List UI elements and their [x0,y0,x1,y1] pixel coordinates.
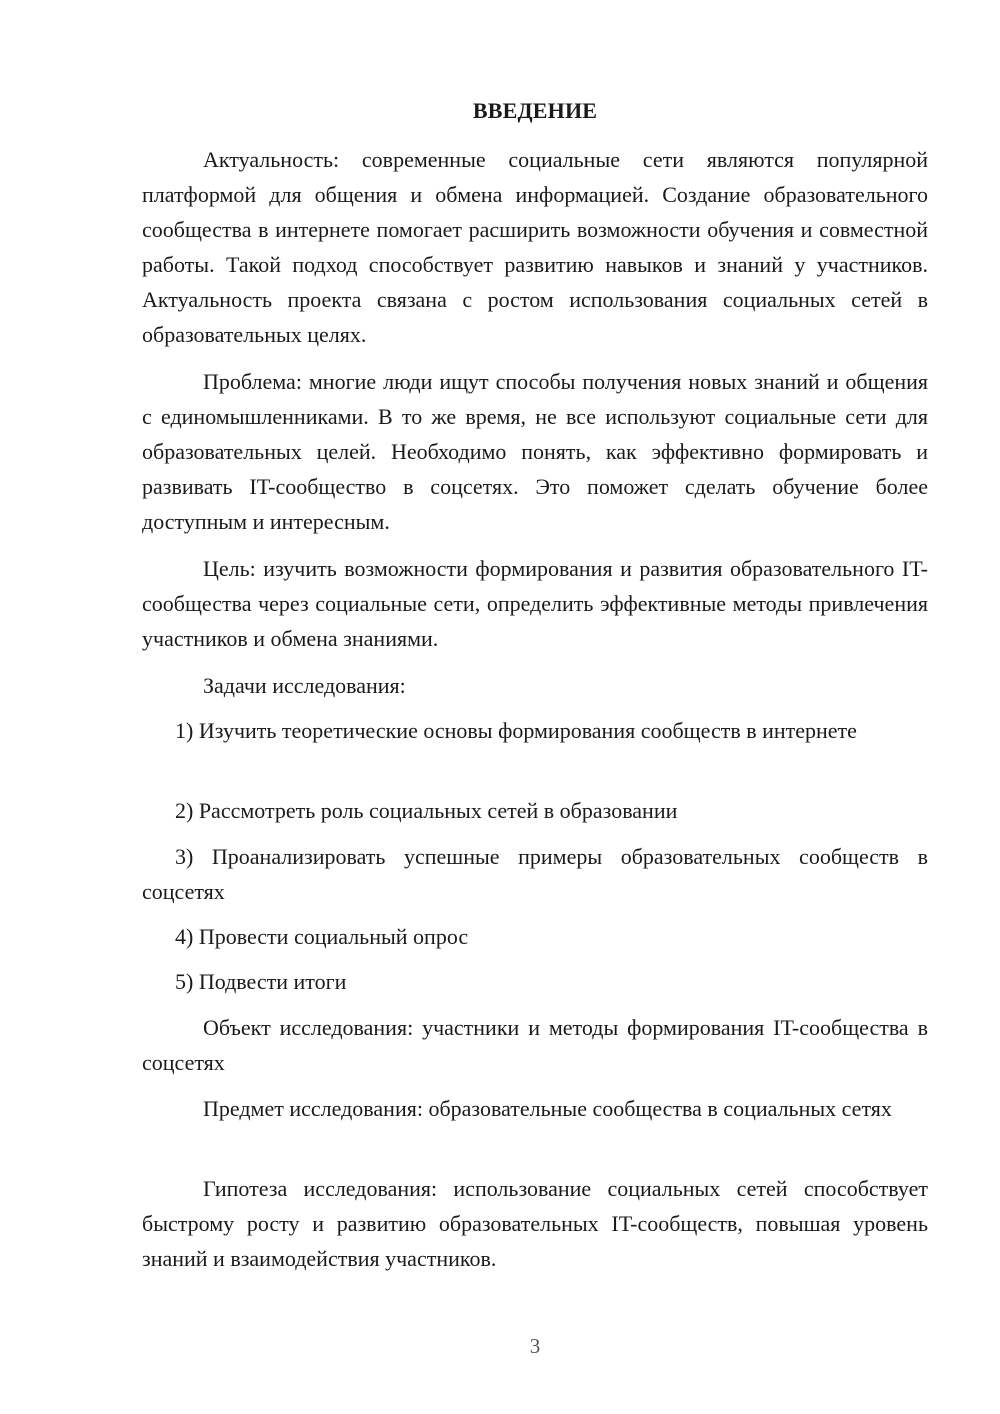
task-item-5: 5) Подвести итоги [175,969,347,994]
task-item-3: 3) Проанализировать успешные примеры образовательных сообществ в соцсетях [142,844,928,904]
task-item-4: 4) Провести социальный опрос [175,924,469,949]
page-number: 3 [529,1334,541,1358]
page-title: ВВЕДЕНИЕ [472,98,598,123]
paragraph-hypothesis: Гипотеза исследования: использование социальных сетей способствует быстрому росту и развитию образовательных IT-сообществ, повышая уровень знаний и взаимодействия участников. [142,1176,928,1271]
task-item-1: 1) Изучить теоретические основы формирования сообществ в интернете [175,718,857,743]
paragraph-relevance: Актуальность: современные социальные сети являются популярной платформой для общения и обмена информацией. Создание образовательного сообщества в интернете помогает расширить возможности обучения и совместной работы. Такой подход способствует развитию навыков и знаний у участников. Актуальность проекта связана с ростом использования социальных сетей в образовательных целях. [142,147,928,347]
paragraph-problem: Проблема: многие люди ищут способы получения новых знаний и общения с единомышленниками. В то же время, не все используют социальные сети для образовательных целей. Необходимо понять, как эффективно формировать и развивать IT-сообщество в соцсетях. Это поможет сделать обучение более доступным и интересным. [142,369,928,534]
task-item-2: 2) Рассмотреть роль социальных сетей в образовании [175,798,678,823]
tasks-heading: Задачи исследования: [203,673,406,698]
paragraph-goal: Цель: изучить возможности формирования и развития образовательного IT-сообщества через социальные сети, определить эффективные методы привлечения участников и обмена знаниями. [142,556,928,651]
paragraph-subject: Предмет исследования: образовательные сообщества в социальных сетях [203,1096,892,1121]
paragraph-object: Объект исследования: участники и методы формирования IT-сообщества в соцсетях [142,1015,928,1075]
